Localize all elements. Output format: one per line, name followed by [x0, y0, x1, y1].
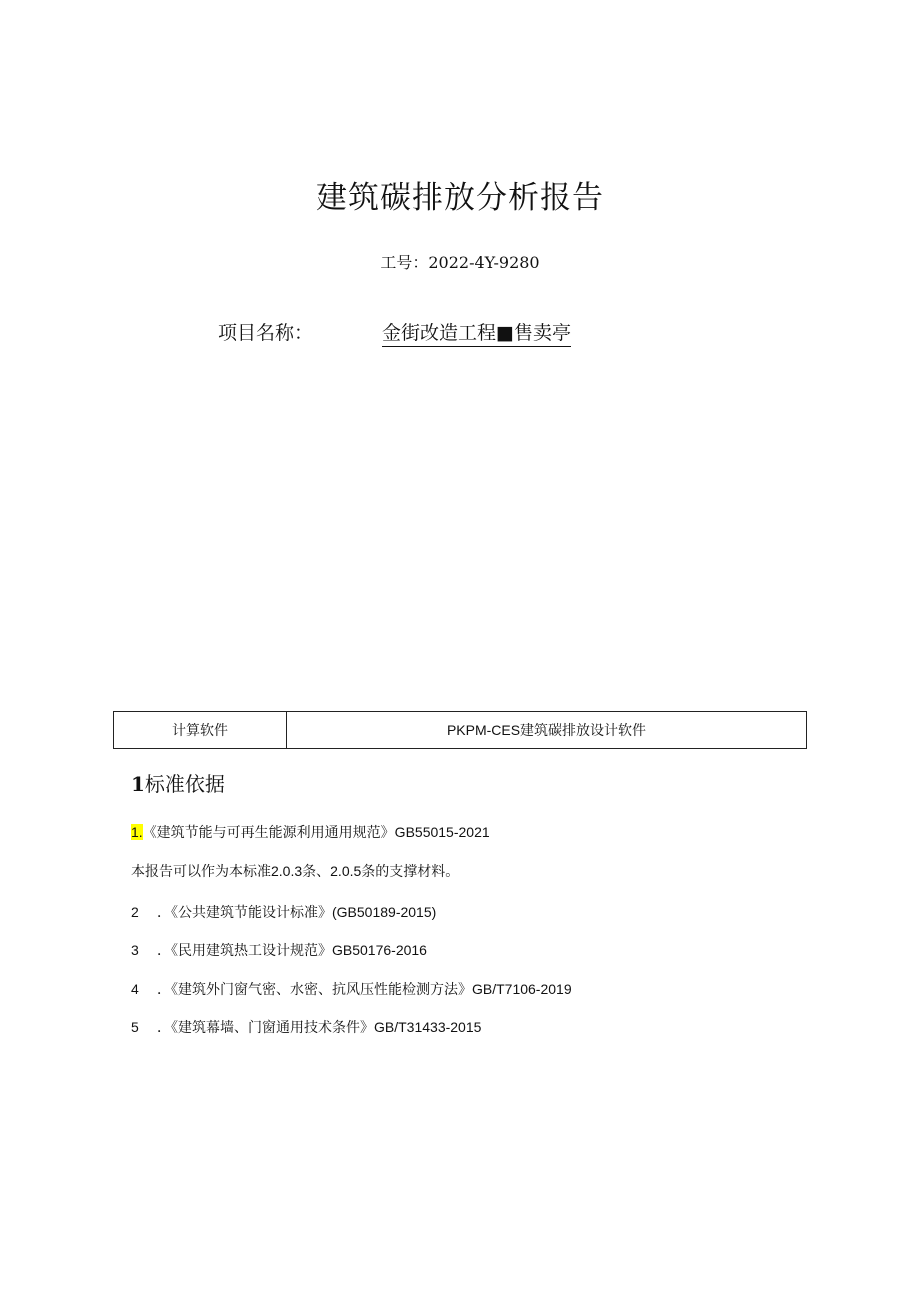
- standard-number: 2: [131, 904, 139, 920]
- support-note: 本报告可以作为本标准2.0.3条、2.0.5条的支撑材料。: [131, 863, 460, 879]
- section-number: 1: [131, 772, 145, 796]
- section-heading: [131, 768, 225, 797]
- standard-item-1: [131, 822, 490, 842]
- standard-number: 5: [131, 1019, 139, 1035]
- standard-number: 4: [131, 981, 139, 997]
- standard-item-5: [131, 1017, 481, 1037]
- standard-text: 《建筑节能与可再生能源利用通用规范》GB55015-2021: [142, 824, 490, 840]
- standard-text: ．《公共建筑节能设计标准》(GB50189-2015): [157, 904, 437, 920]
- software-value-cell: PKPM-CES建筑碳排放设计软件: [287, 712, 807, 749]
- standard-item-2: [131, 902, 436, 922]
- software-label-cell: 计算软件: [114, 712, 287, 749]
- section-title: 标准依据: [144, 772, 225, 796]
- standard-item-4: [131, 979, 572, 999]
- standard-number: 3: [131, 942, 139, 958]
- project-name-label: 项目名称：: [218, 322, 314, 344]
- standard-text: ．《建筑外门窗气密、水密、抗风压性能检测方法》GB/T7106-2019: [157, 981, 572, 997]
- software-table: [113, 711, 807, 749]
- job-number: 工号：2022-4Y-9280: [380, 253, 540, 272]
- standard-text: ．《建筑幕墙、门窗通用技术条件》GB/T31433-2015: [157, 1019, 482, 1035]
- report-title: 建筑碳排放分析报告: [316, 180, 604, 216]
- standard-item-3: [131, 940, 427, 960]
- table-row: [114, 712, 807, 749]
- project-name-value: 金街改造工程■售卖亭: [382, 318, 571, 347]
- standard-number-highlight: 1.: [131, 824, 143, 840]
- standard-text: ．《民用建筑热工设计规范》GB50176-2016: [157, 942, 427, 958]
